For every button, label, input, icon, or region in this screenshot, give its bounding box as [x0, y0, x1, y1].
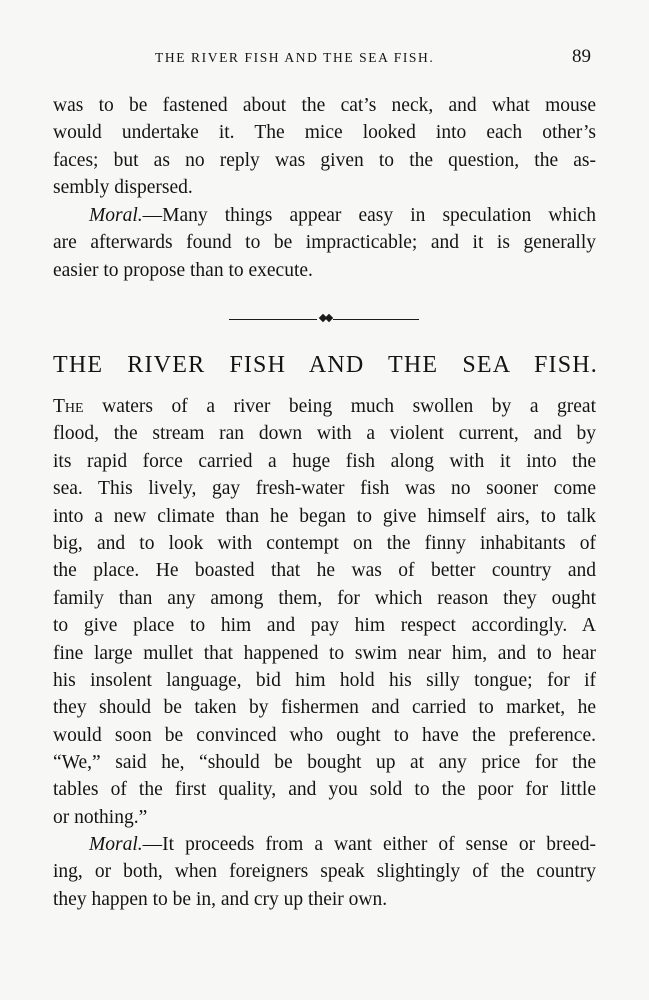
text-line: would soon be convinced who ought to have the preference. — [53, 724, 596, 746]
text-line: “We,” said he, “should be bought up at any price for the — [53, 752, 596, 774]
text-line: into a new climate than he began to give himself airs, to talk — [53, 505, 596, 527]
text-line: or nothing.” — [53, 806, 148, 828]
text-line: would undertake it. The mice looked into each other’s — [53, 122, 596, 144]
moral-label: Moral. — [89, 205, 143, 226]
divider-line-right — [333, 319, 419, 320]
text-line: its rapid force carried a huge fish along with it into the — [53, 450, 596, 472]
moral-line: easier to propose than to execute. — [53, 259, 313, 281]
page-number: 89 — [572, 46, 591, 67]
running-head — [0, 46, 649, 70]
text-line-rest: waters of a river being much swollen by a great — [83, 396, 596, 417]
text-line: was to be fastened about the cat’s neck, and what mouse — [53, 95, 596, 116]
fable-body — [53, 393, 596, 831]
moral-label: Moral. — [89, 834, 143, 855]
previous-fable-ending — [53, 92, 596, 202]
section-divider — [229, 318, 419, 321]
text-line: big, and to look with contempt on the finny inhabitants of — [53, 532, 596, 554]
divider-ornament — [325, 314, 333, 322]
moral-line: are afterwards found to be impracticable; and it is generally — [53, 232, 596, 254]
moral-text: —It proceeds from a want either of sense or breed- — [142, 834, 596, 855]
fable-title: THE RIVER FISH AND THE SEA FISH. — [53, 352, 598, 378]
fable-moral — [53, 831, 596, 913]
text-line: they should be taken by fishermen and carried to market, he — [53, 697, 596, 719]
text-line: family than any among them, for which reason they ought — [53, 587, 596, 609]
opening-word: The — [53, 396, 84, 417]
text-line: to give place to him and pay him respect accordingly. A — [53, 615, 596, 637]
previous-fable-moral — [53, 202, 596, 284]
divider-line-left — [229, 319, 317, 320]
text-line: fine large mullet that happened to swim near him, and to hear — [53, 642, 596, 664]
text-line: the place. He boasted that he was of better country and — [53, 560, 596, 582]
moral-line — [53, 831, 596, 858]
text-line: faces; but as no reply was given to the question, the as- — [53, 149, 596, 171]
text-line: sembly dispersed. — [53, 177, 193, 199]
moral-line: ing, or both, when foreigners speak slightingly of the country — [53, 861, 596, 883]
running-head-title: THE RIVER FISH AND THE SEA FISH. — [155, 50, 435, 65]
text-line: his insolent language, bid him hold his silly tongue; for if — [53, 669, 596, 691]
text-line: sea. This lively, gay fresh-water fish was no sooner come — [53, 478, 596, 500]
text-line — [53, 393, 596, 420]
moral-text: —Many things appear easy in speculation which — [142, 205, 596, 226]
moral-line: they happen to be in, and cry up their own. — [53, 888, 388, 910]
text-line: flood, the stream ran down with a violent current, and by — [53, 423, 596, 445]
moral-line — [53, 202, 596, 229]
text-line: tables of the first quality, and you sold to the poor for little — [53, 779, 596, 801]
